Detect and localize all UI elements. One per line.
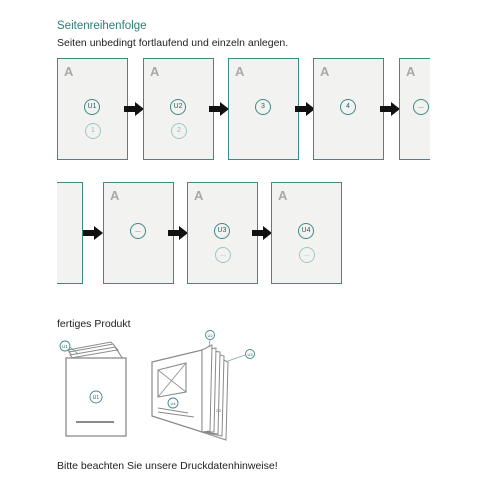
page-badge: U3 (214, 223, 230, 239)
page-numbers: 2 3 (216, 409, 221, 413)
arrow-right-icon (83, 226, 103, 240)
page-card-3 (228, 58, 299, 160)
page-badge-secondary: ... (299, 247, 315, 263)
page-card-cut (57, 182, 83, 284)
instruction-text: Seiten unbedingt fortlaufend und einzeln anlegen. (57, 37, 289, 49)
print-data-note: Bitte beachten Sie unsere Druckdatenhinweise! (57, 460, 278, 472)
label-text: U4 (170, 401, 176, 406)
page-badge-secondary: 2 (171, 123, 187, 139)
page-card-ellipsis (103, 182, 174, 284)
page-card-u1 (57, 58, 128, 160)
page-badge: ... (413, 99, 429, 115)
page-letter: A (320, 64, 330, 79)
arrow-right-icon (380, 102, 400, 116)
closed-brochure-illustration (56, 334, 136, 444)
page-letter: A (64, 64, 74, 79)
page-letter: A (235, 64, 245, 79)
page-badge-secondary: 1 (85, 123, 101, 139)
arrow-right-icon (209, 102, 229, 116)
arrow-right-icon (124, 102, 144, 116)
page-letter: A (194, 188, 204, 203)
page-card-u2 (143, 58, 214, 160)
arrow-right-icon (295, 102, 315, 116)
arrow-right-icon (168, 226, 188, 240)
label-text: U1 (92, 395, 100, 401)
page-letter: A (278, 188, 288, 203)
label-text: U2 (207, 333, 213, 338)
page-badge: ... (130, 223, 146, 239)
page-badge: 4 (340, 99, 356, 115)
page-badge: 3 (255, 99, 271, 115)
label-text: U1 (62, 344, 68, 349)
page-letter: A (150, 64, 160, 79)
finished-product-title: fertiges Produkt (57, 318, 131, 330)
page-card-4 (313, 58, 384, 160)
label-text: U3 (247, 352, 253, 357)
page-badge: U2 (170, 99, 186, 115)
section-title-page-order: Seitenreihenfolge (57, 20, 147, 32)
open-brochure-illustration (146, 328, 262, 446)
page-badge: U1 (84, 99, 100, 115)
page-letter: A (110, 188, 120, 203)
arrow-right-icon (252, 226, 272, 240)
page-card-u4 (271, 182, 342, 284)
page-card-u3 (187, 182, 258, 284)
crop-mask (430, 50, 500, 170)
page-badge: U4 (298, 223, 314, 239)
page-badge-secondary: ... (215, 247, 231, 263)
page-letter: A (406, 64, 416, 79)
